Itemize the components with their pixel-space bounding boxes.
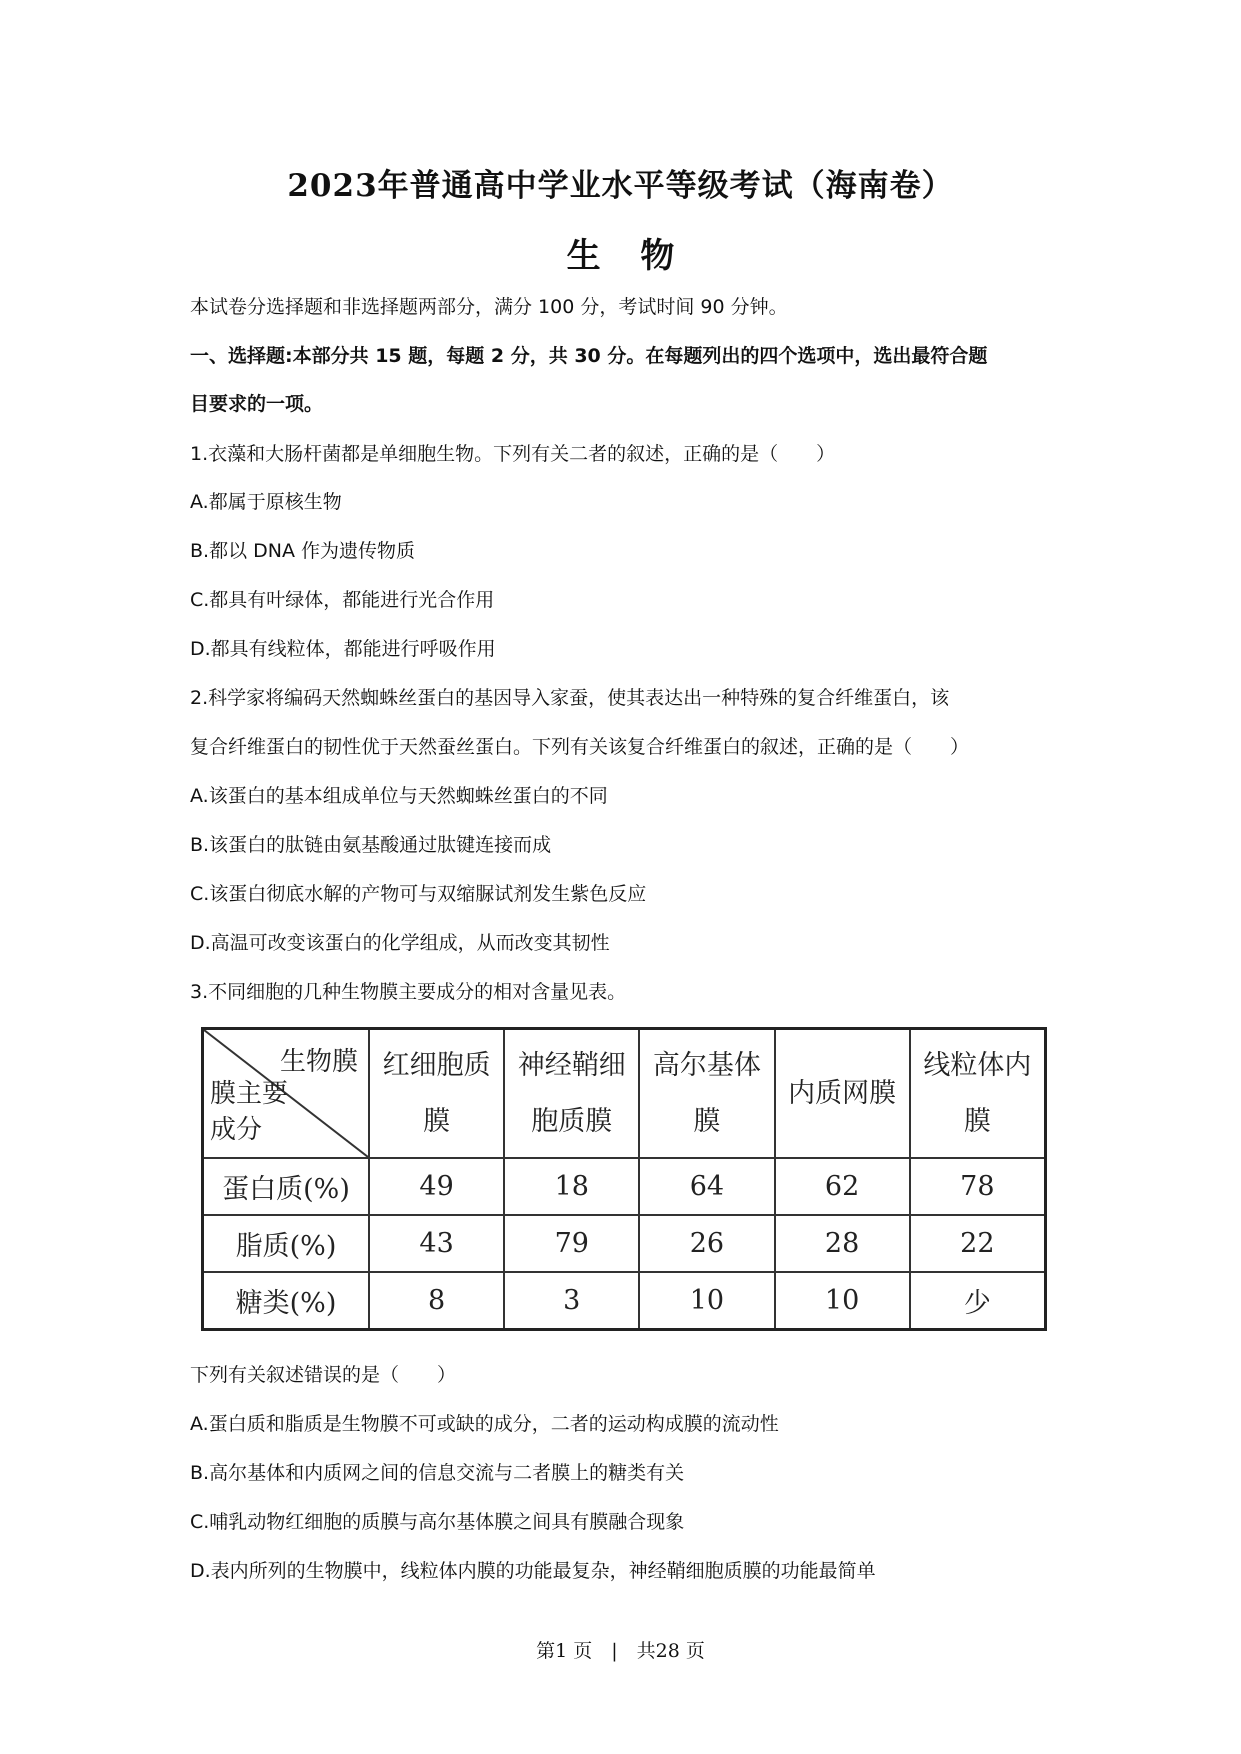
table-row xyxy=(203,1158,1046,1215)
corner-label-component: 膜主要成分 xyxy=(210,1079,289,1145)
question-1-option-c: C.都具有叶绿体，都能进行光合作用 xyxy=(190,589,495,611)
question-1-option-d: D.都具有线粒体，都能进行呼吸作用 xyxy=(190,638,496,660)
table-cell: 49 xyxy=(369,1158,504,1215)
table-cell: 62 xyxy=(775,1158,910,1215)
question-2-option-a: A.该蛋白的基本组成单位与天然蜘蛛丝蛋白的不同 xyxy=(190,785,608,807)
table-cell: 18 xyxy=(504,1158,639,1215)
question-3-option-a: A.蛋白质和脂质是生物膜不可或缺的成分，二者的运动构成膜的流动性 xyxy=(190,1413,779,1435)
question-1-option-b: B.都以 DNA 作为遗传物质 xyxy=(190,540,415,562)
table-cell: 78 xyxy=(910,1158,1046,1215)
row-label: 糖类(%) xyxy=(203,1272,370,1330)
table-cell: 43 xyxy=(369,1215,504,1272)
corner-label-membrane: 生物膜 xyxy=(279,1047,358,1077)
column-header: 内质网膜 xyxy=(775,1029,910,1159)
table-cell: 64 xyxy=(639,1158,774,1215)
subject-title: 生 物 xyxy=(566,236,675,276)
column-header: 红细胞质膜 xyxy=(369,1029,504,1159)
exam-intro: 本试卷分选择题和非选择题两部分，满分 100 分，考试时间 90 分钟。 xyxy=(190,296,788,318)
table-header-row xyxy=(203,1029,1046,1159)
column-header: 高尔基体膜 xyxy=(639,1029,774,1159)
table-cell: 少 xyxy=(910,1272,1046,1330)
question-2-stem-line2: 复合纤维蛋白的韧性优于天然蚕丝蛋白。下列有关该复合纤维蛋白的叙述，正确的是（ ） xyxy=(190,736,970,758)
table-cell: 10 xyxy=(775,1272,910,1330)
question-2-option-d: D.高温可改变该蛋白的化学组成，从而改变其韧性 xyxy=(190,932,610,954)
table-row xyxy=(203,1272,1046,1330)
column-header: 线粒体内膜 xyxy=(910,1029,1046,1159)
table-cell: 22 xyxy=(910,1215,1046,1272)
table-cell: 10 xyxy=(639,1272,774,1330)
question-3-followup: 下列有关叙述错误的是（ ） xyxy=(190,1364,457,1386)
row-label: 脂质(%) xyxy=(203,1215,370,1272)
question-2-option-b: B.该蛋白的肽链由氨基酸通过肽键连接而成 xyxy=(190,834,552,856)
question-3-option-c: C.哺乳动物红细胞的质膜与高尔基体膜之间具有膜融合现象 xyxy=(190,1511,685,1533)
table-cell: 28 xyxy=(775,1215,910,1272)
page-footer: 第1 页 | 共28 页 xyxy=(536,1640,705,1662)
question-3-option-b: B.高尔基体和内质网之间的信息交流与二者膜上的糖类有关 xyxy=(190,1462,685,1484)
page-title: 2023年普通高中学业水平等级考试（海南卷） xyxy=(287,168,954,204)
question-2-stem-line1: 2.科学家将编码天然蜘蛛丝蛋白的基因导入家蚕，使其表达出一种特殊的复合纤维蛋白，该 xyxy=(190,687,950,709)
section-heading-line1: 一、选择题:本部分共 15 题，每题 2 分，共 30 分。在每题列出的四个选项中，选出最符合题 xyxy=(190,345,988,367)
row-label: 蛋白质(%) xyxy=(203,1158,370,1215)
table-cell: 8 xyxy=(369,1272,504,1330)
question-1-stem: 1.衣藻和大肠杆菌都是单细胞生物。下列有关二者的叙述，正确的是（ ） xyxy=(190,443,836,465)
column-header: 神经鞘细胞质膜 xyxy=(504,1029,639,1159)
section-heading-line2: 目要求的一项。 xyxy=(190,393,324,415)
membrane-composition-table xyxy=(201,1027,1047,1331)
table-row xyxy=(203,1215,1046,1272)
table-corner-cell xyxy=(203,1029,370,1159)
question-3-stem: 3.不同细胞的几种生物膜主要成分的相对含量见表。 xyxy=(190,981,627,1003)
table-cell: 79 xyxy=(504,1215,639,1272)
question-2-option-c: C.该蛋白彻底水解的产物可与双缩脲试剂发生紫色反应 xyxy=(190,883,647,905)
table-cell: 3 xyxy=(504,1272,639,1330)
table-cell: 26 xyxy=(639,1215,774,1272)
question-3-option-d: D.表内所列的生物膜中，线粒体内膜的功能最复杂，神经鞘细胞质膜的功能最简单 xyxy=(190,1560,876,1582)
question-1-option-a: A.都属于原核生物 xyxy=(190,491,342,513)
